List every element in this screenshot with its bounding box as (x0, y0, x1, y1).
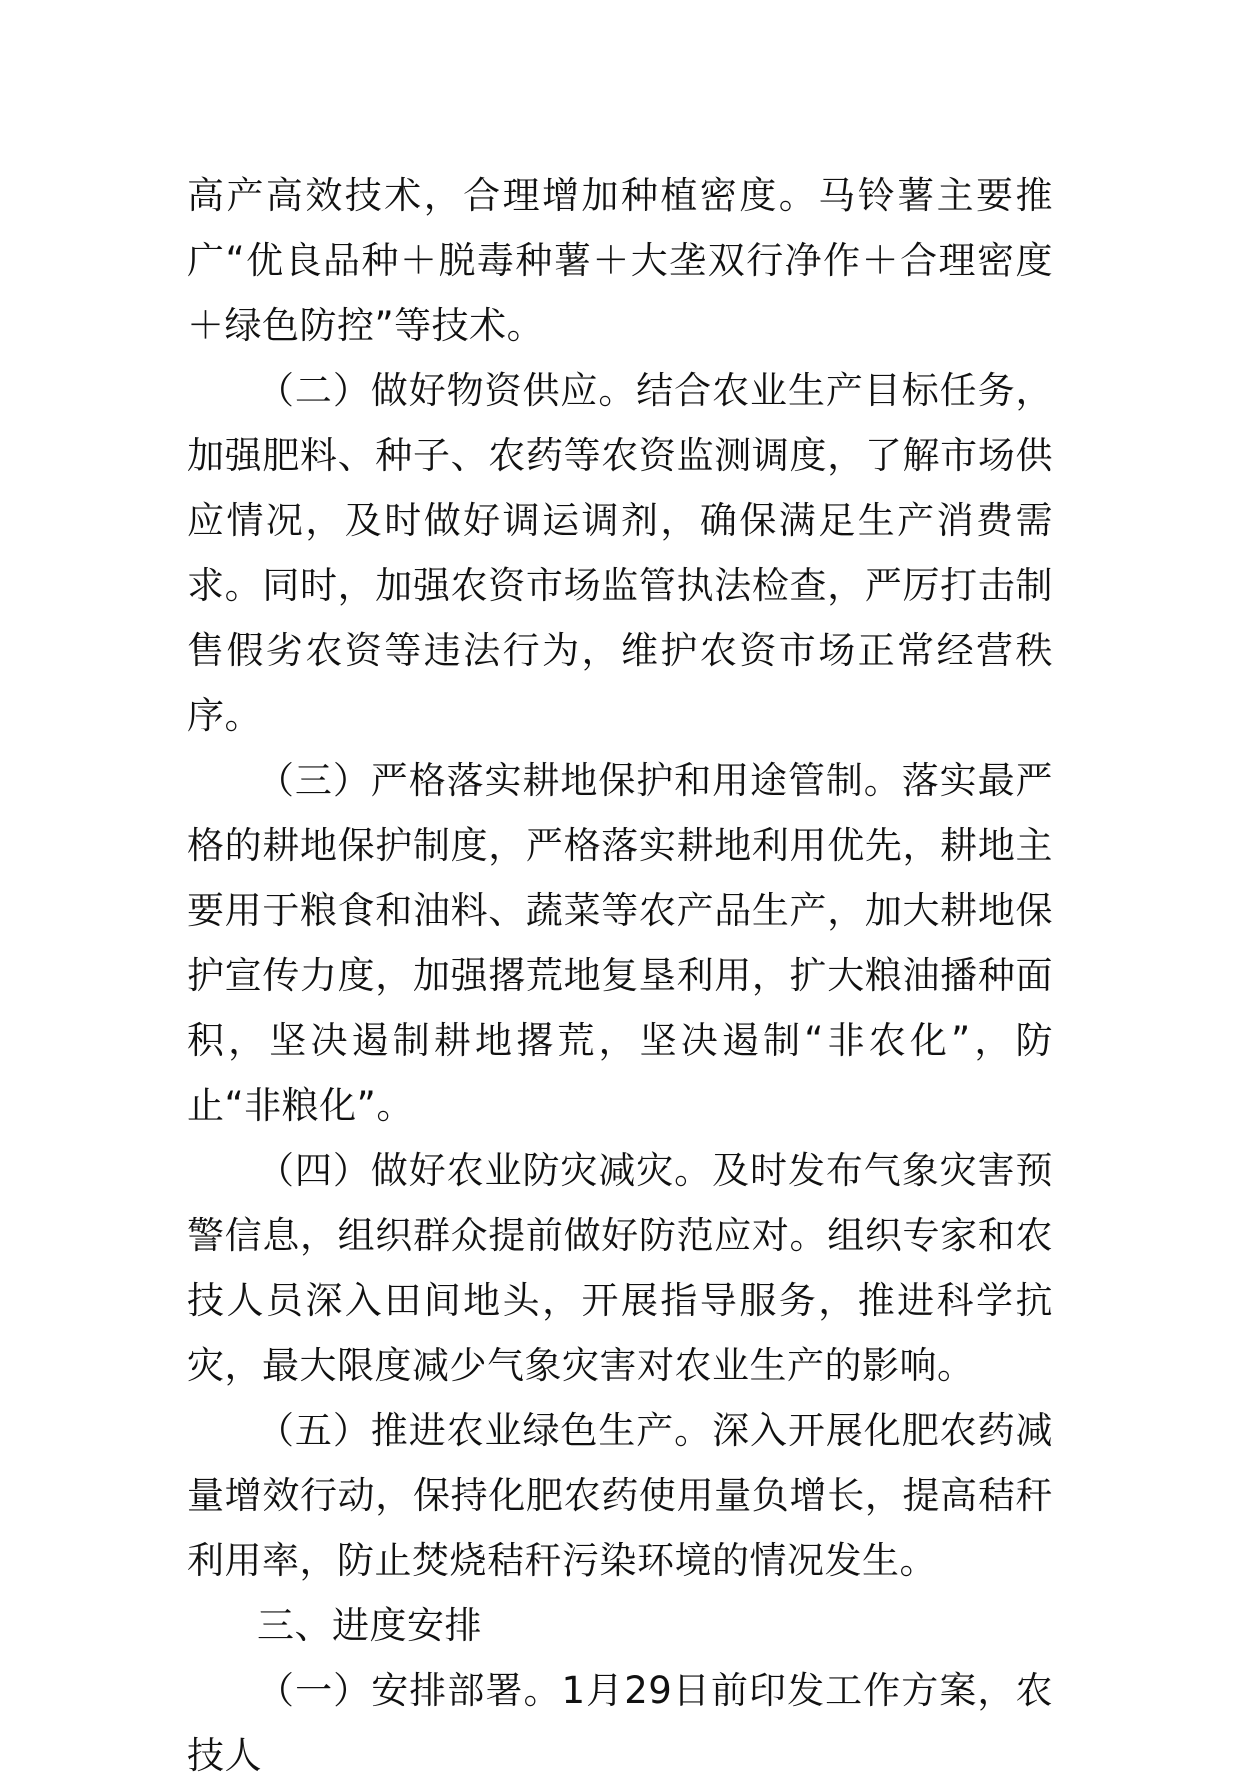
paragraph-farmland-protection: （三）严格落实耕地保护和用途管制。落实最严格的耕地保护制度，严格落实耕地利用优先，耕地主要用于粮食和油料、蔬菜等农产品生产，加大耕地保护宣传力度，加强撂荒地复垦利用，扩大粮油播种面积，坚决遏制耕地撂荒，坚决遏制“非农化”，防止“非粮化”。 (187, 759, 1053, 1127)
section-heading-schedule: 三、进度安排 (257, 1604, 482, 1647)
paragraph-deployment: （一）安排部署。1月29日前印发工作方案，农技人 (187, 1669, 1053, 1777)
paragraph-material-supply: （二）做好物资供应。结合农业生产目标任务，加强肥料、种子、农药等农资监测调度，了解市场供应情况，及时做好调运调剂，确保满足生产消费需求。同时，加强农资市场监管执法检查，严厉打击制售假劣农资等违法行为，维护农资市场正常经营秩序。 (187, 369, 1053, 737)
paragraph-green-production: （五）推进农业绿色生产。深入开展化肥农药减量增效行动，保持化肥农药使用量负增长，提高秸秆利用率，防止焚烧秸秆污染环境的情况发生。 (187, 1409, 1053, 1582)
paragraph-continuation: 高产高效技术，合理增加种植密度。马铃薯主要推广“优良品种＋脱毒种薯＋大垄双行净作＋合理密度＋绿色防控”等技术。 (187, 174, 1053, 347)
paragraph-disaster-prevention: （四）做好农业防灾减灾。及时发布气象灾害预警信息，组织群众提前做好防范应对。组织专家和农技人员深入田间地头，开展指导服务，推进科学抗灾，最大限度减少气象灾害对农业生产的影响。 (187, 1149, 1053, 1387)
document-body (187, 163, 1053, 1788)
